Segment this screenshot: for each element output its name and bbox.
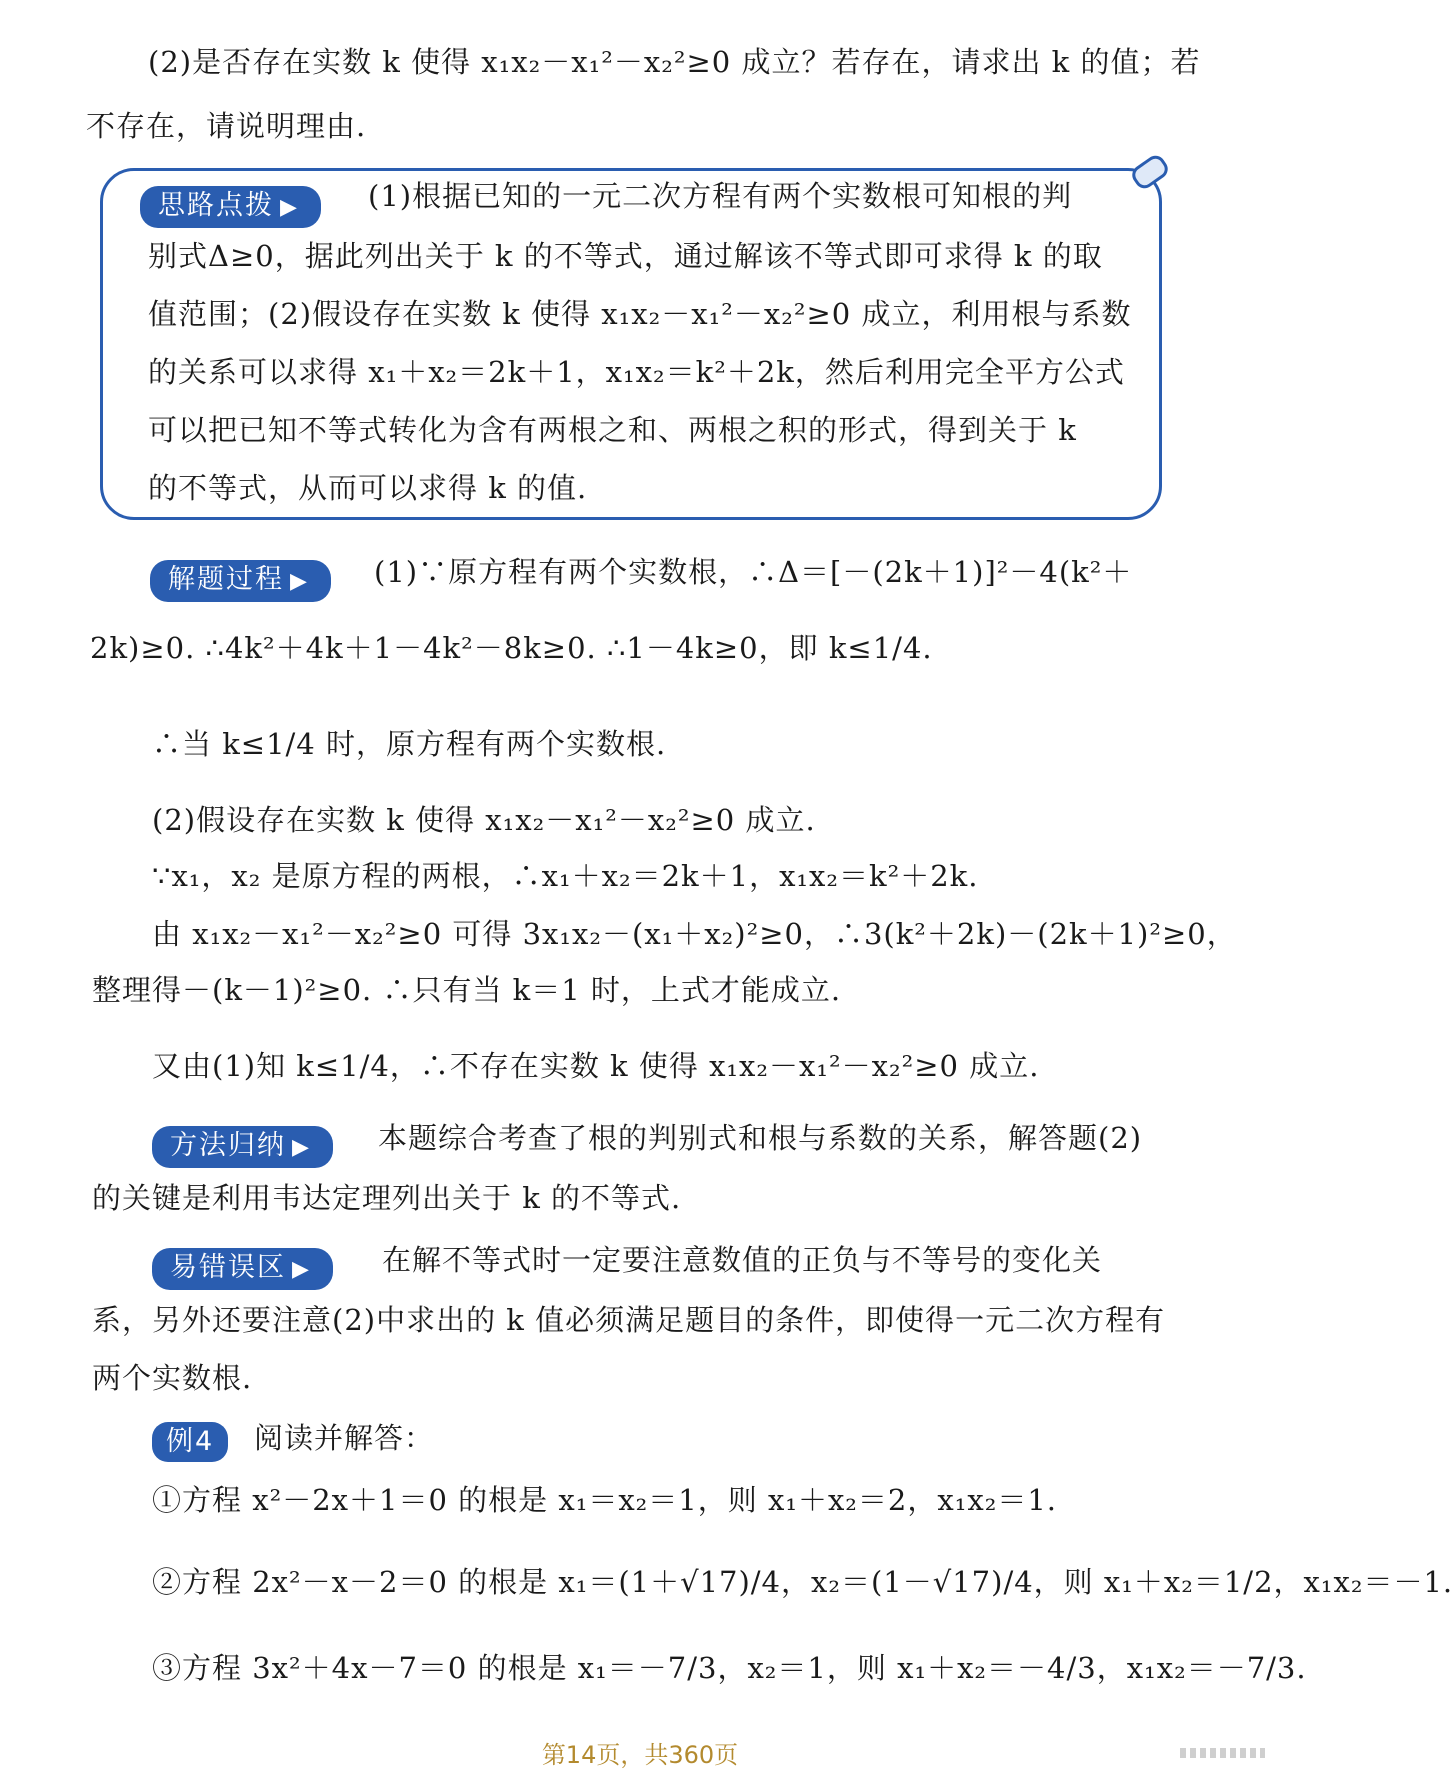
- pitfall-tag: [152, 1248, 333, 1290]
- pitfall-tag-label: 易错误区: [170, 1252, 286, 1283]
- example-tag: 例4: [152, 1422, 228, 1462]
- solution-line-8: 又由(1)知 k≤1/4，∴不存在实数 k 使得 x₁x₂－x₁²－x₂²≥0 成立.: [152, 1049, 1040, 1083]
- play-triangle-icon: ▶: [290, 569, 309, 594]
- method-line-1: 本题综合考查了根的判别式和根与系数的关系，解答题(2): [378, 1121, 1143, 1155]
- solution-tag: [150, 560, 331, 602]
- question-line-1: (2)是否存在实数 k 使得 x₁x₂－x₁²－x₂²≥0 成立？若存在，请求出 k 的值；若: [148, 45, 1201, 79]
- example-title: 阅读并解答：: [254, 1421, 435, 1455]
- hint-line-6: 的不等式，从而可以求得 k 的值.: [148, 471, 588, 505]
- hint-line-1: (1)根据已知的一元二次方程有两个实数根可知根的判: [368, 179, 1073, 213]
- hint-line-2: 别式Δ≥0，据此列出关于 k 的不等式，通过解该不等式即可求得 k 的取: [148, 239, 1103, 273]
- solution-line-3: ∴当 k≤1/4 时，原方程有两个实数根.: [152, 727, 667, 761]
- play-triangle-icon: ▶: [292, 1135, 311, 1160]
- method-line-2: 的关键是利用韦达定理列出关于 k 的不等式.: [92, 1181, 682, 1215]
- play-triangle-icon: ▶: [280, 195, 299, 220]
- scrollbar[interactable]: [1180, 1748, 1265, 1758]
- page-counter: 第14页，共360页: [541, 1741, 739, 1769]
- solution-line-6: 由 x₁x₂－x₁²－x₂²≥0 可得 3x₁x₂－(x₁＋x₂)²≥0，∴3(k²＋2k)－(2k＋1)²≥0，: [152, 917, 1237, 951]
- example-line-3: ③方程 3x²＋4x－7＝0 的根是 x₁＝－7/3，x₂＝1，则 x₁＋x₂＝－4/3，x₁x₂＝－7/3.: [152, 1651, 1307, 1685]
- method-tag: [152, 1126, 333, 1168]
- pitfall-line-3: 两个实数根.: [92, 1361, 253, 1395]
- example-line-1: ①方程 x²－2x＋1＝0 的根是 x₁＝x₂＝1，则 x₁＋x₂＝2，x₁x₂＝1.: [152, 1483, 1058, 1517]
- hint-line-4: 的关系可以求得 x₁＋x₂＝2k＋1，x₁x₂＝k²＋2k，然后利用完全平方公式: [148, 355, 1125, 389]
- hint-tag-label: 思路点拨: [158, 190, 274, 221]
- hint-line-3: 值范围；(2)假设存在实数 k 使得 x₁x₂－x₁²－x₂²≥0 成立，利用根与系数: [148, 297, 1132, 331]
- solution-tag-label: 解题过程: [168, 564, 284, 595]
- hint-tag: [140, 186, 321, 228]
- method-tag-label: 方法归纳: [170, 1130, 286, 1161]
- hint-line-5: 可以把已知不等式转化为含有两根之和、两根之积的形式，得到关于 k: [148, 413, 1077, 447]
- solution-line-5: ∵x₁，x₂ 是原方程的两根，∴x₁＋x₂＝2k＋1，x₁x₂＝k²＋2k.: [152, 859, 979, 893]
- solution-line-4: (2)假设存在实数 k 使得 x₁x₂－x₁²－x₂²≥0 成立.: [152, 803, 816, 837]
- solution-line-2: 2k)≥0. ∴4k²＋4k＋1－4k²－8k≥0. ∴1－4k≥0，即 k≤1/4.: [90, 631, 933, 665]
- solution-line-7: 整理得－(k－1)²≥0. ∴只有当 k＝1 时，上式才能成立.: [92, 973, 842, 1007]
- example-line-2: ②方程 2x²－x－2＝0 的根是 x₁＝(1＋√17)/4，x₂＝(1－√17)/4，则 x₁＋x₂＝1/2，x₁x₂＝－1.: [152, 1565, 1453, 1599]
- play-triangle-icon: ▶: [292, 1257, 311, 1282]
- question-line-2: 不存在，请说明理由.: [86, 109, 367, 143]
- pitfall-line-1: 在解不等式时一定要注意数值的正负与不等号的变化关: [382, 1243, 1103, 1277]
- pitfall-line-2: 系，另外还要注意(2)中求出的 k 值必须满足题目的条件，即使得一元二次方程有: [92, 1303, 1166, 1337]
- solution-line-1: (1)∵原方程有两个实数根，∴Δ＝[－(2k＋1)]²－4(k²＋: [374, 555, 1133, 589]
